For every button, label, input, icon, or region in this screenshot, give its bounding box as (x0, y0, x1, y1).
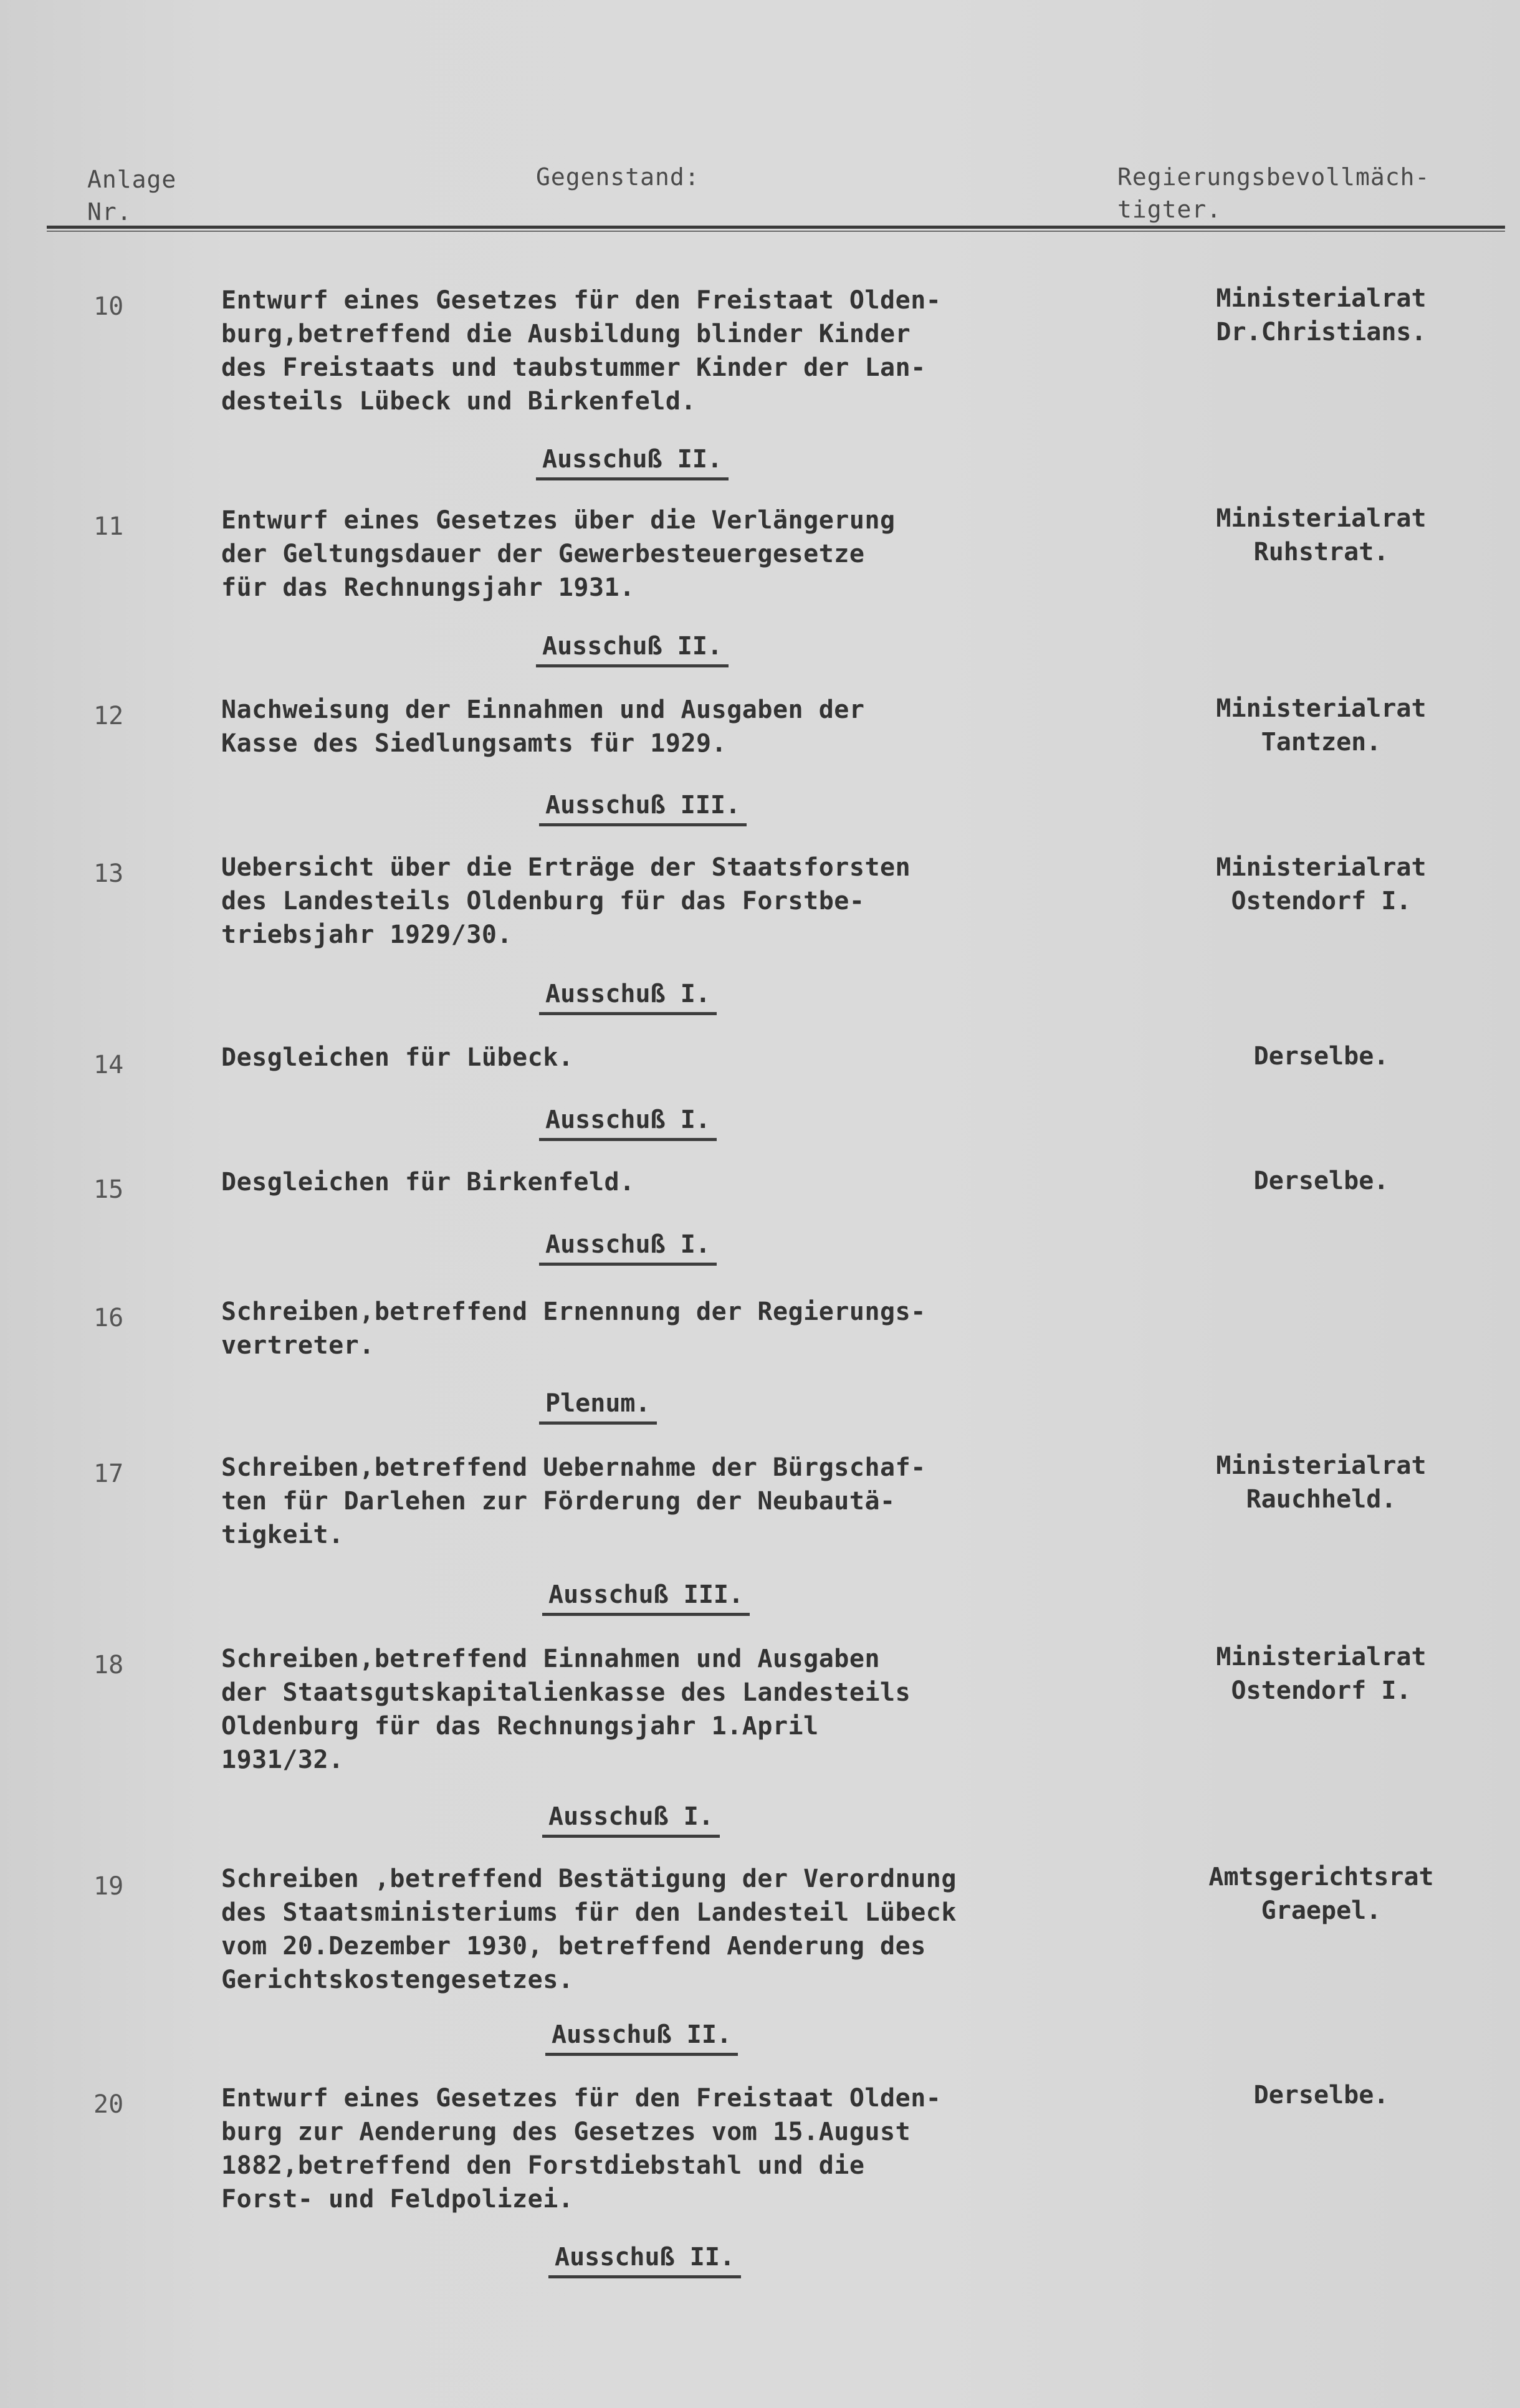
entry-number: 12 (93, 702, 124, 730)
entry-subject-line: burg zur Aenderung des Gesetzes vom 15.August (221, 2118, 911, 2146)
entry-subject-line: desteils Lübeck und Birkenfeld. (221, 387, 697, 416)
entry-representative (1134, 692, 1508, 759)
entry-subject-line: Kasse des Siedlungsamts für 1929. (221, 729, 727, 758)
entry-representative-line: Ostendorf I. (1231, 887, 1412, 915)
entry-subject-line: Entwurf eines Gesetzes über die Verlängerung (221, 506, 896, 535)
entry-subject-line: Gerichtskostengesetzes. (221, 1966, 574, 1994)
column-header-regierungsbevollmaechtigter: Regierungsbevollmäch- tigter. (1117, 163, 1430, 223)
entry-subject-line: Schreiben ,betreffend Bestätigung der Verordnung (221, 1865, 957, 1893)
committee-assignment: Plenum. (539, 1387, 657, 1425)
entry-subject-line: Oldenburg für das Rechnungsjahr 1.April (221, 1712, 819, 1741)
entry-subject (221, 504, 1125, 604)
entry-representative-line: Ministerialrat (1216, 853, 1427, 882)
entry-representative-line: Derselbe. (1253, 1167, 1389, 1195)
entry-representative (1134, 1640, 1508, 1708)
entry-representative-line: Rauchheld. (1246, 1485, 1397, 1514)
column-header-anlage-nr: Anlage Nr. (87, 166, 177, 226)
entry-subject-line: der Geltungsdauer der Gewerbesteuergesetze (221, 540, 865, 568)
entry-subject-line: 1882,betreffend den Forstdiebstahl und die (221, 2151, 865, 2180)
entry-subject-line: Schreiben,betreffend Uebernahme der Bürgschaf- (221, 1453, 926, 1482)
committee-assignment: Ausschuß I. (539, 1228, 717, 1266)
committee-assignment: Ausschuß I. (542, 1800, 720, 1838)
entry-number: 18 (93, 1651, 124, 1679)
committee-assignment: Ausschuß III. (539, 788, 747, 826)
committee-assignment: Ausschuß II. (548, 2240, 741, 2278)
entry-representative-line: Amtsgerichtsrat (1208, 1863, 1434, 1891)
entry-subject-line: Forst- und Feldpolizei. (221, 2185, 574, 2214)
entry-subject (221, 851, 1125, 952)
entry-representative-line: Ministerialrat (1216, 694, 1427, 723)
entry-representative-line: Ruhstrat. (1253, 538, 1389, 566)
committee-assignment: Ausschuß II. (536, 442, 729, 480)
entry-representative (1134, 1164, 1508, 1198)
entry-representative (1134, 851, 1508, 918)
entry-representative-line: Ministerialrat (1216, 1643, 1427, 1671)
entry-subject-line: triebsjahr 1929/30. (221, 920, 513, 949)
entry-subject (221, 1451, 1125, 1552)
entry-representative (1134, 502, 1508, 569)
committee-assignment: Ausschuß III. (542, 1578, 750, 1616)
entry-subject-line: Entwurf eines Gesetzes für den Freistaat Olden- (221, 286, 942, 315)
entry-subject (221, 693, 1125, 760)
committee-assignment: Ausschuß I. (539, 1103, 717, 1141)
entry-subject-line: vom 20.Dezember 1930, betreffend Aenderung des (221, 1932, 926, 1961)
entry-subject (221, 1862, 1125, 1997)
entry-subject (221, 284, 1125, 418)
entry-representative (1134, 1449, 1508, 1516)
entry-subject-line: Nachweisung der Einnahmen und Ausgaben der (221, 695, 865, 724)
entry-subject-line: tigkeit. (221, 1521, 344, 1549)
entry-subject-line: ten für Darlehen zur Förderung der Neubautä- (221, 1487, 896, 1516)
entry-representative (1134, 2078, 1508, 2112)
entry-subject (221, 1642, 1125, 1777)
committee-assignment: Ausschuß II. (536, 629, 729, 667)
entry-number: 13 (93, 859, 124, 888)
entry-number: 15 (93, 1175, 124, 1204)
entry-representative-line: Derselbe. (1253, 1042, 1389, 1071)
entry-subject-line: Desgleichen für Lübeck. (221, 1043, 574, 1072)
entry-representative (1134, 1860, 1508, 1928)
committee-assignment: Ausschuß I. (539, 977, 717, 1015)
column-header-gegenstand: Gegenstand: (536, 163, 700, 191)
entry-subject-line: der Staatsgutskapitalienkasse des Landesteils (221, 1678, 911, 1707)
committee-assignment: Ausschuß II. (545, 2018, 738, 2056)
entry-subject (221, 1041, 1125, 1074)
entry-subject-line: 1931/32. (221, 1746, 344, 1774)
entry-subject-line: Desgleichen für Birkenfeld. (221, 1168, 635, 1197)
entry-representative-line: Graepel. (1261, 1896, 1382, 1925)
entry-number: 14 (93, 1051, 124, 1079)
entry-number: 17 (93, 1460, 124, 1488)
entry-subject-line: Schreiben,betreffend Ernennung der Regierungs- (221, 1297, 926, 1326)
entry-representative-line: Ministerialrat (1216, 284, 1427, 313)
entry-number: 11 (93, 512, 124, 541)
entry-subject (221, 1295, 1125, 1362)
entry-number: 16 (93, 1304, 124, 1332)
entry-representative-line: Tantzen. (1261, 728, 1382, 757)
entry-number: 19 (93, 1872, 124, 1901)
entry-subject (221, 2081, 1125, 2216)
entry-representative-line: Ministerialrat (1216, 1451, 1427, 1480)
entry-subject (221, 1165, 1125, 1199)
header-rule (47, 226, 1505, 229)
entry-subject-line: Schreiben,betreffend Einnahmen und Ausgaben (221, 1645, 881, 1673)
entry-number: 10 (93, 292, 124, 321)
entry-subject-line: des Landesteils Oldenburg für das Forstbe- (221, 887, 865, 915)
entry-subject-line: des Freistaats und taubstummer Kinder der Lan- (221, 353, 926, 382)
entry-subject-line: vertreter. (221, 1331, 375, 1360)
header-rule-secondary (47, 231, 1505, 232)
entry-representative-line: Dr.Christians. (1216, 318, 1427, 346)
entry-subject-line: des Staatsministeriums für den Landesteil Lübeck (221, 1898, 957, 1927)
entry-representative-line: Ostendorf I. (1231, 1676, 1412, 1705)
entry-subject-line: für das Rechnungsjahr 1931. (221, 573, 635, 602)
entry-representative (1134, 1039, 1508, 1073)
entry-subject-line: burg,betreffend die Ausbildung blinder Kinder (221, 320, 911, 348)
entry-representative-line: Derselbe. (1253, 2081, 1389, 2109)
entry-representative (1134, 282, 1508, 349)
entry-subject-line: Entwurf eines Gesetzes für den Freistaat Olden- (221, 2084, 942, 2113)
entry-number: 20 (93, 2090, 124, 2119)
entry-subject-line: Uebersicht über die Erträge der Staatsforsten (221, 853, 911, 882)
entry-representative-line: Ministerialrat (1216, 504, 1427, 533)
